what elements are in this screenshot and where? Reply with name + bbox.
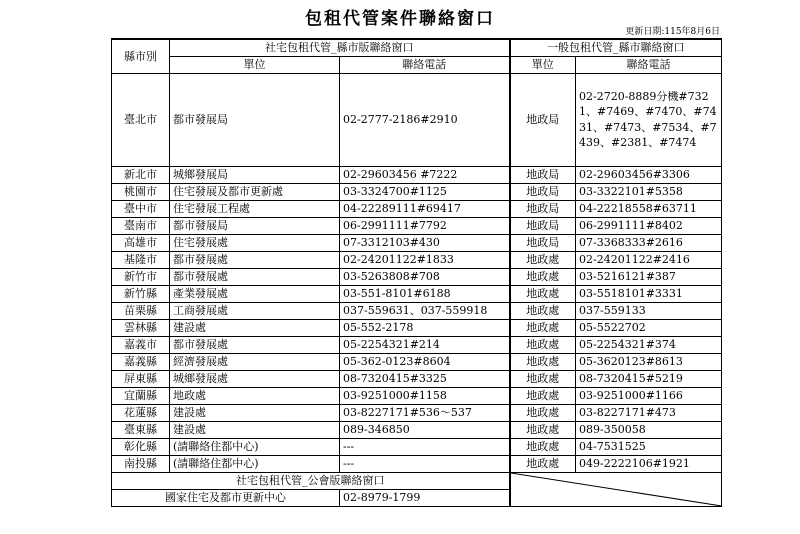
row-general-phone: 06-2991111#8402 <box>576 217 722 234</box>
row-general-unit: 地政局 <box>510 183 576 200</box>
row-general-unit: 地政局 <box>510 166 576 183</box>
contact-table <box>111 38 722 507</box>
row-county: 花蓮縣 <box>112 404 170 421</box>
row-social-unit: 建設處 <box>170 404 340 421</box>
row-county: 臺南市 <box>112 217 170 234</box>
page-title: 包租代管案件聯絡窗口 <box>305 9 495 29</box>
row-general-unit: 地政局 <box>510 234 576 251</box>
row-general-phone: 05-2254321#374 <box>576 336 722 353</box>
header-row-columns <box>112 56 722 73</box>
row-social-phone: 03-5263808#708 <box>340 268 510 285</box>
row-social-phone: 05-2254321#214 <box>340 336 510 353</box>
table-row <box>112 200 722 217</box>
header-general-group: 一般包租代管_縣市聯絡窗口 <box>510 39 722 56</box>
table-row <box>112 370 722 387</box>
row-social-unit: 工商發展處 <box>170 302 340 319</box>
row-general-unit: 地政處 <box>510 319 576 336</box>
row-general-phone: 037-559133 <box>576 302 722 319</box>
row-social-phone: 03-551-8101#6188 <box>340 285 510 302</box>
row-general-phone: 089-350058 <box>576 421 722 438</box>
table-row <box>112 251 722 268</box>
table-row <box>112 166 722 183</box>
row-social-unit: 住宅發展處 <box>170 234 340 251</box>
row-general-unit: 地政處 <box>510 285 576 302</box>
row-county: 雲林縣 <box>112 319 170 336</box>
row-general-phone: 02-24201122#2416 <box>576 251 722 268</box>
table-row <box>112 302 722 319</box>
row-county: 嘉義市 <box>112 336 170 353</box>
row-county: 高雄市 <box>112 234 170 251</box>
table-row <box>112 404 722 421</box>
row-county: 臺北市 <box>112 73 170 166</box>
row-general-phone: 04-22218558#63711 <box>576 200 722 217</box>
table-row <box>112 455 722 472</box>
row-county: 苗栗縣 <box>112 302 170 319</box>
row-social-phone: 037-559631、037-559918 <box>340 302 510 319</box>
row-general-unit: 地政處 <box>510 370 576 387</box>
footer-title-row <box>112 472 722 489</box>
row-social-unit: 建設處 <box>170 319 340 336</box>
table-row <box>112 438 722 455</box>
row-social-phone: 07-3312103#430 <box>340 234 510 251</box>
table-row <box>112 285 722 302</box>
header-general-unit: 單位 <box>510 56 576 73</box>
row-social-phone: 05-552-2178 <box>340 319 510 336</box>
table-row <box>112 353 722 370</box>
row-social-unit: 產業發展處 <box>170 285 340 302</box>
row-general-phone: 03-5518101#3331 <box>576 285 722 302</box>
table-row <box>112 387 722 404</box>
row-general-unit: 地政處 <box>510 353 576 370</box>
footer-org: 國家住宅及都市更新中心 <box>112 489 340 506</box>
row-general-unit: 地政處 <box>510 251 576 268</box>
row-social-phone: 02-29603456 #7222 <box>340 166 510 183</box>
row-general-phone: 03-3322101#5358 <box>576 183 722 200</box>
row-social-unit: 住宅發展工程處 <box>170 200 340 217</box>
row-social-phone: 03-3324700#1125 <box>340 183 510 200</box>
table-row <box>112 234 722 251</box>
row-social-unit: 城鄉發展局 <box>170 166 340 183</box>
row-county: 新竹市 <box>112 268 170 285</box>
row-general-phone: 05-3620123#8613 <box>576 353 722 370</box>
row-social-unit: 地政處 <box>170 387 340 404</box>
row-social-unit: 建設處 <box>170 421 340 438</box>
row-social-phone: 04-22289111#69417 <box>340 200 510 217</box>
row-county: 桃園市 <box>112 183 170 200</box>
row-social-phone: 06-2991111#7792 <box>340 217 510 234</box>
row-general-phone: 04-7531525 <box>576 438 722 455</box>
row-social-phone: 089-346850 <box>340 421 510 438</box>
header-social-unit: 單位 <box>170 56 340 73</box>
row-social-unit: 住宅發展及都市更新處 <box>170 183 340 200</box>
table-row <box>112 268 722 285</box>
row-general-phone: 03-9251000#1166 <box>576 387 722 404</box>
footer-section-title: 社宅包租代管_公會版聯絡窗口 <box>112 472 510 489</box>
row-social-phone: 05-362-0123#8604 <box>340 353 510 370</box>
row-general-unit: 地政局 <box>510 73 576 166</box>
updated-date: 更新日期:115年8月6日 <box>625 27 720 37</box>
header-social-group: 社宅包租代管_縣市版聯絡窗口 <box>170 39 510 56</box>
row-social-unit: (請聯絡住都中心) <box>170 455 340 472</box>
table-row <box>112 217 722 234</box>
row-social-phone: 08-7320415#3325 <box>340 370 510 387</box>
row-social-phone: --- <box>340 438 510 455</box>
row-social-unit: (請聯絡住都中心) <box>170 438 340 455</box>
row-county: 臺東縣 <box>112 421 170 438</box>
row-general-unit: 地政局 <box>510 200 576 217</box>
row-social-unit: 都市發展處 <box>170 251 340 268</box>
row-social-phone: 02-2777-2186#2910 <box>340 73 510 166</box>
row-general-phone: 049-2222106#1921 <box>576 455 722 472</box>
row-general-phone: 02-29603456#3306 <box>576 166 722 183</box>
header-social-phone: 聯絡電話 <box>340 56 510 73</box>
row-social-unit: 都市發展處 <box>170 268 340 285</box>
table-row <box>112 336 722 353</box>
header-general-phone: 聯絡電話 <box>576 56 722 73</box>
row-social-unit: 城鄉發展處 <box>170 370 340 387</box>
row-social-phone: --- <box>340 455 510 472</box>
table-row <box>112 421 722 438</box>
row-general-unit: 地政局 <box>510 217 576 234</box>
table-row <box>112 73 722 166</box>
row-county: 基隆市 <box>112 251 170 268</box>
row-social-phone: 03-8227171#536～537 <box>340 404 510 421</box>
table-row <box>112 183 722 200</box>
row-general-phone: 05-5522702 <box>576 319 722 336</box>
row-county: 嘉義縣 <box>112 353 170 370</box>
header-row-groups <box>112 39 722 56</box>
row-social-phone: 03-9251000#1158 <box>340 387 510 404</box>
row-social-unit: 都市發展處 <box>170 336 340 353</box>
row-general-phone: 03-5216121#387 <box>576 268 722 285</box>
row-general-phone: 07-3368333#2616 <box>576 234 722 251</box>
row-county: 屏東縣 <box>112 370 170 387</box>
row-social-unit: 都市發展局 <box>170 217 340 234</box>
row-general-unit: 地政處 <box>510 268 576 285</box>
row-general-unit: 地政處 <box>510 336 576 353</box>
row-general-unit: 地政處 <box>510 421 576 438</box>
row-county: 宜蘭縣 <box>112 387 170 404</box>
row-county: 新北市 <box>112 166 170 183</box>
row-social-unit: 經濟發展處 <box>170 353 340 370</box>
row-county: 新竹縣 <box>112 285 170 302</box>
header-county: 縣市別 <box>112 39 170 73</box>
row-general-unit: 地政處 <box>510 387 576 404</box>
row-general-unit: 地政處 <box>510 302 576 319</box>
row-county: 彰化縣 <box>112 438 170 455</box>
row-general-unit: 地政處 <box>510 404 576 421</box>
empty-diagonal-cell <box>510 472 722 506</box>
row-general-phone: 08-7320415#5219 <box>576 370 722 387</box>
row-general-phone: 03-8227171#473 <box>576 404 722 421</box>
footer-phone: 02-8979-1799 <box>340 489 510 506</box>
row-county: 南投縣 <box>112 455 170 472</box>
row-general-phone: 02-2720-8889分機#7321、#7469、#7470、#7431、#7473、#7534、#7439、#2381、#7474 <box>576 73 722 166</box>
row-social-phone: 02-24201122#1833 <box>340 251 510 268</box>
table-row <box>112 319 722 336</box>
row-social-unit: 都市發展局 <box>170 73 340 166</box>
row-county: 臺中市 <box>112 200 170 217</box>
row-general-unit: 地政處 <box>510 455 576 472</box>
row-general-unit: 地政處 <box>510 438 576 455</box>
